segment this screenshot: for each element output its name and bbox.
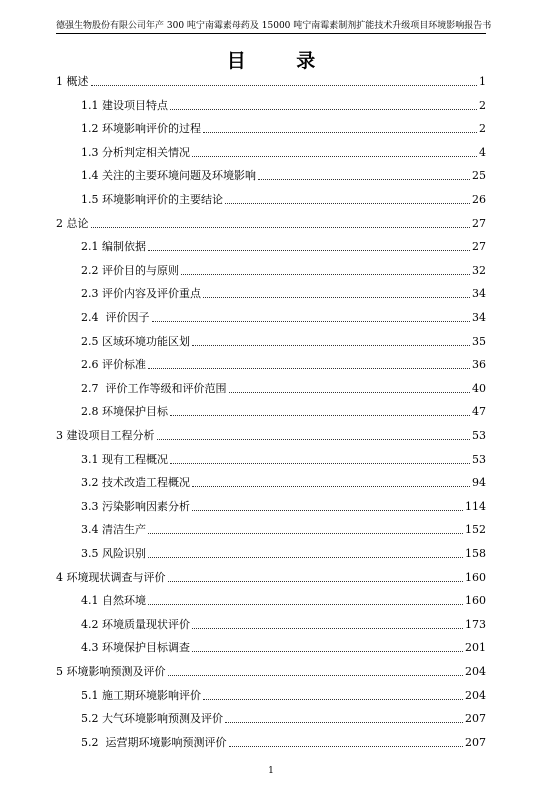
toc-leader-dots: [203, 132, 477, 133]
toc-entry[interactable]: [56, 616, 486, 632]
toc-entry-page: 53: [472, 452, 486, 466]
toc-entry-label: 1 概述: [56, 75, 89, 88]
toc-entry-label: 1.1 建设项目特点: [81, 98, 168, 112]
toc-leader-dots: [170, 109, 477, 110]
toc-leader-dots: [168, 581, 464, 582]
toc-entry-page: 204: [465, 688, 486, 702]
toc-entry[interactable]: [56, 73, 486, 89]
toc-entry[interactable]: [56, 285, 486, 301]
toc-entry-label: 2.8 环境保护目标: [81, 405, 168, 419]
toc-leader-dots: [148, 533, 463, 534]
toc-entry-page: 40: [472, 381, 486, 395]
toc-leader-dots: [181, 274, 470, 275]
toc-entry-page: 158: [465, 547, 486, 560]
toc-entry-label: 1.4 关注的主要环境问题及环境影响: [81, 169, 256, 183]
toc-entry[interactable]: [56, 262, 486, 278]
toc-entry-page: 160: [465, 594, 486, 608]
running-header: 德强生物股份有限公司年产 300 吨宁南霉素母药及 15000 吨宁南霉素制剂扩能技术升级项目环境影响报告书: [56, 21, 492, 31]
toc-entry[interactable]: [56, 710, 486, 726]
toc-entry-label: 2.2 评价目的与原则: [81, 263, 179, 277]
toc-entry-label: 2 总论: [56, 216, 89, 230]
toc-entry-label: 2.4 评价因子: [81, 311, 150, 324]
toc-entry-label: 4 环境现状调查与评价: [56, 570, 166, 584]
toc-entry[interactable]: [56, 403, 486, 419]
toc-entry-page: 27: [472, 240, 486, 254]
toc-entry-page: 4: [479, 145, 486, 159]
toc-entry-page: 26: [472, 193, 486, 206]
toc-leader-dots: [192, 510, 463, 511]
toc-entry-page: 35: [472, 334, 486, 348]
toc-leader-dots: [170, 415, 470, 416]
toc-entry-label: 4.3 环境保护目标调查: [81, 641, 190, 655]
toc-entry[interactable]: [56, 569, 486, 585]
toc-entry[interactable]: [56, 474, 486, 490]
toc-entry-label: 3.4 清洁生产: [81, 523, 146, 537]
toc-entry-page: 152: [465, 523, 486, 537]
toc-entry-label: 1.3 分析判定相关情况: [81, 145, 190, 159]
toc-leader-dots: [168, 675, 464, 676]
toc-entry-label: 3 建设项目工程分析: [56, 429, 155, 442]
toc-entry-label: 5 环境影响预测及评价: [56, 665, 166, 678]
toc-entry-label: 2.6 评价标准: [81, 358, 146, 372]
toc-entry-page: 53: [472, 429, 486, 442]
toc-leader-dots: [148, 557, 463, 558]
toc-entry-label: 4.2 环境质量现状评价: [81, 617, 190, 631]
toc-entry[interactable]: [56, 521, 486, 537]
toc-entry-page: 94: [472, 476, 486, 490]
toc-entry[interactable]: [56, 663, 486, 679]
page-number: 1: [268, 766, 274, 776]
header-rule: [56, 33, 486, 34]
toc-entry[interactable]: [56, 356, 486, 372]
toc-entry[interactable]: [56, 191, 486, 207]
page-title: 目 录: [226, 50, 338, 72]
toc-entry-page: 173: [465, 617, 486, 631]
toc-entry-page: 27: [472, 216, 486, 230]
toc-entry-page: 201: [465, 641, 486, 655]
toc-entry-page: 32: [472, 263, 486, 277]
toc-entry[interactable]: [56, 427, 486, 443]
toc-entry-page: 2: [479, 98, 486, 112]
toc-entry-label: 2.1 编制依据: [81, 240, 146, 254]
toc-entry[interactable]: [56, 498, 486, 514]
toc-entry-page: 34: [472, 287, 486, 301]
toc-entry-page: 25: [472, 169, 486, 183]
toc-leader-dots: [148, 368, 470, 369]
toc-entry-page: 204: [465, 665, 486, 678]
toc-entry-label: 3.5 风险识别: [81, 547, 146, 560]
toc-entry[interactable]: [56, 592, 486, 608]
toc-entry-page: 47: [472, 405, 486, 419]
toc-entry[interactable]: [56, 639, 486, 655]
toc-leader-dots: [148, 604, 463, 605]
toc-entry-page: 34: [472, 311, 486, 324]
toc-leader-dots: [152, 321, 471, 322]
toc-leader-dots: [229, 746, 464, 747]
toc-leader-dots: [192, 345, 470, 346]
toc-entry-label: 5.2 大气环境影响预测及评价: [81, 712, 223, 726]
toc-leader-dots: [225, 722, 463, 723]
toc-entry[interactable]: [56, 97, 486, 113]
toc-entry-page: 2: [479, 122, 486, 136]
toc-entry-page: 1: [479, 75, 486, 88]
toc-entry[interactable]: [56, 545, 486, 561]
toc-leader-dots: [91, 85, 478, 86]
toc-entry[interactable]: [56, 144, 486, 160]
toc-entry-label: 2.5 区域环境功能区划: [81, 334, 190, 348]
toc-entry-label: 5.1 施工期环境影响评价: [81, 688, 201, 702]
toc-entry[interactable]: [56, 167, 486, 183]
toc-entry-label: 3.2 技术改造工程概况: [81, 476, 190, 490]
toc-leader-dots: [203, 699, 463, 700]
toc-leader-dots: [229, 392, 471, 393]
toc-entry[interactable]: [56, 215, 486, 231]
toc-entry-label: 1.2 环境影响评价的过程: [81, 122, 201, 136]
toc-leader-dots: [203, 297, 470, 298]
toc-entry-label: 2.3 评价内容及评价重点: [81, 287, 201, 301]
toc-entry-page: 160: [465, 570, 486, 584]
toc-leader-dots: [148, 250, 470, 251]
toc-entry[interactable]: [56, 120, 486, 136]
toc-entry-label: 4.1 自然环境: [81, 594, 146, 608]
toc-entry-page: 207: [465, 735, 486, 749]
toc-entry-page: 114: [465, 499, 486, 513]
toc-leader-dots: [192, 156, 477, 157]
toc-entry-page: 207: [465, 712, 486, 726]
toc-entry-page: 36: [472, 358, 486, 372]
toc-entry[interactable]: [56, 333, 486, 349]
toc-entry-label: 3.3 污染影响因素分析: [81, 499, 190, 513]
toc-leader-dots: [192, 486, 470, 487]
toc-leader-dots: [192, 651, 463, 652]
toc-entry[interactable]: [56, 687, 486, 703]
toc-entry[interactable]: [56, 238, 486, 254]
toc-entry[interactable]: [56, 734, 486, 750]
toc-leader-dots: [157, 439, 471, 440]
toc-leader-dots: [258, 179, 470, 180]
toc-entry[interactable]: [56, 380, 486, 396]
toc-leader-dots: [170, 463, 470, 464]
toc-entry-label: 3.1 现有工程概况: [81, 452, 168, 466]
toc-entry[interactable]: [56, 451, 486, 467]
toc-entry-label: 2.7 评价工作等级和评价范围: [81, 381, 227, 395]
toc-leader-dots: [192, 628, 463, 629]
toc-entry-label: 1.5 环境影响评价的主要结论: [81, 193, 223, 206]
toc-leader-dots: [225, 203, 470, 204]
toc-entry-label: 5.2 运营期环境影响预测评价: [81, 735, 227, 749]
toc-leader-dots: [91, 227, 471, 228]
toc-entry[interactable]: [56, 309, 486, 325]
